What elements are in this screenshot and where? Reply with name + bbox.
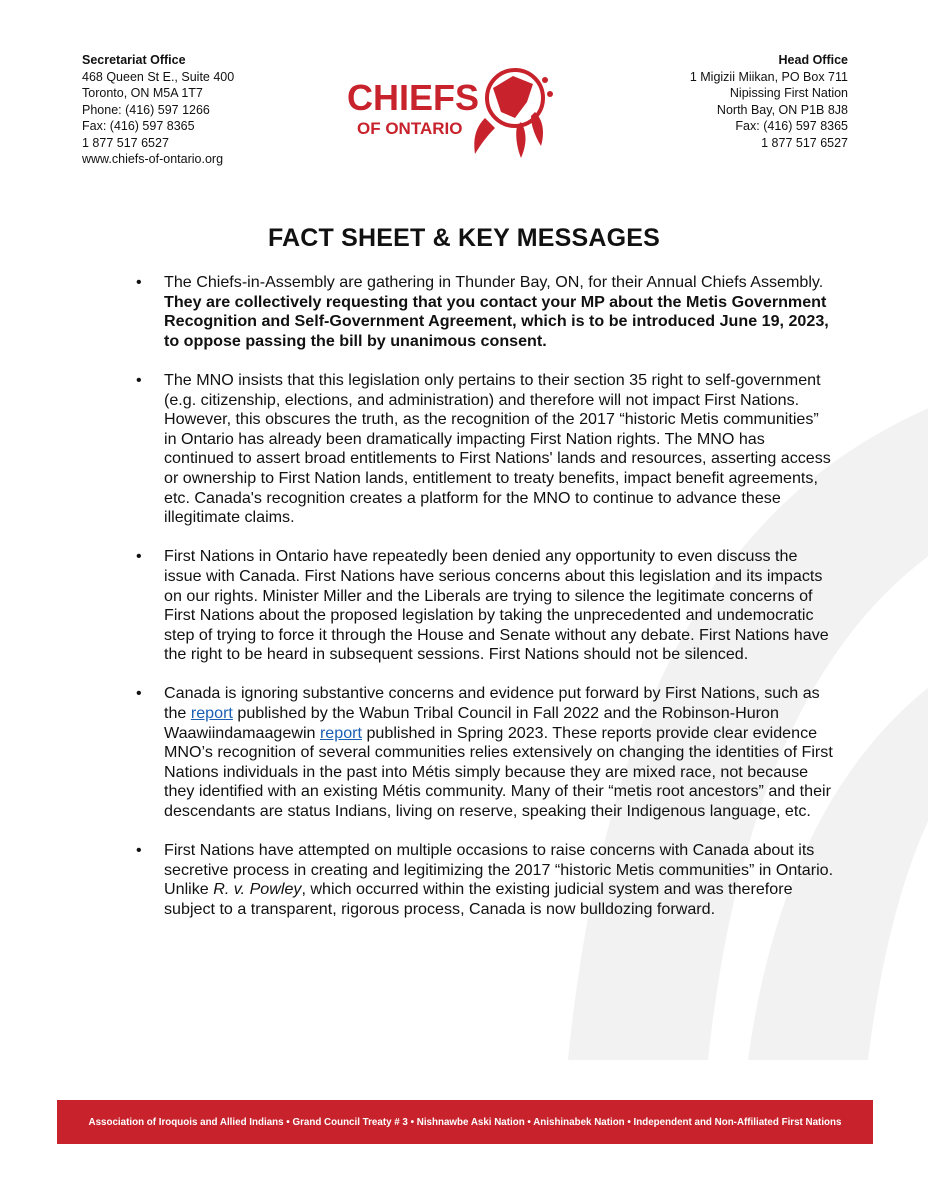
logo-ontario-map-icon [493,76,533,118]
bullet-icon: • [136,547,142,566]
bullet-text: , which occurred within the existing judicial system and was therefore subject to a transparent, rigorous process, Canada is now bulldozing forward. [164,880,793,918]
page-title: FACT SHEET & KEY MESSAGES [267,224,661,252]
bullet-icon: • [136,273,142,291]
logo-text-of-ontario: OF ONTARIO [357,119,463,138]
logo-profile-icon [474,118,495,154]
toll-free-line: 1 877 517 6527 [82,135,169,150]
address-line: Toronto, ON M5A 1T7 [82,86,203,100]
list-item [134,273,834,351]
bullet-text: First Nations in Ontario have repeatedly been denied any opportunity to even discuss the issue with Canada. First Nations have serious concerns about this legislation and its impacts on our rights. Minister Miller and the Liberals are trying to silence the legitimate concerns of First Nations about the proposed legislation by taking the unprecedented and undemocratic step of trying to force it through the House and Senate without any debate. First Nations have the right to be heard in subsequent sessions. First Nations should not be silenced. [164,547,829,664]
logo-text-chiefs: CHIEFS [347,77,480,118]
logo-feather-icon [531,112,543,146]
website-line: www.chiefs-of-ontario.org [82,152,224,166]
key-messages-list [134,273,834,939]
fax-line: Fax: (416) 597 8365 [82,119,195,133]
head-office-heading: Head Office [778,53,848,67]
logo-dot-icon [542,77,548,83]
address-line: 1 Migizii Miikan, PO Box 711 [689,69,848,84]
head-office-address [690,52,848,151]
chiefs-of-ontario-logo [345,58,555,162]
bullet-text: published by the Wabun Tribal Council in Fall 2022 and the Robinson-Huron Waawiindamaagewin [164,704,779,742]
bullet-text: The MNO insists that this legislation only pertains to their section 35 right to self-government (e.g. citizenship, elections, and administration) and therefore will not impact First Nations. However, this obscures the truth, as the recognition of the 2017 “historic Metis communities” in Ontario has already been dramatically impacting First Nation rights. The MNO has continued to assert broad entitlements to First Nations' lands and resources, asserting access or ownership to First Nation lands, entitlement to treaty benefits, impact benefit agreements, etc. Canada's recognition creates a platform for the MNO to continue to advance these illegitimate claims. [164,370,831,527]
list-item [134,547,834,665]
fax-line: Fax: (416) 597 8365 [735,119,848,133]
list-item [134,684,834,821]
footer-text: Association of Iroquois and Allied Indians • Grand Council Treaty # 3 • Nishnawbe Aski Nation • Anishinabek Nation • Independent and Non-Affiliated First Nations [88,1116,842,1128]
bullet-text: First Nations have attempted on multiple occasions to raise concerns with Canada about its secretive process in creating and legitimizing the 2017 “historic Metis communities” in Ontario. Unlike [164,841,834,899]
logo-feather-icon [516,122,525,158]
bullet-icon: • [136,370,142,389]
case-name-italic: R. v. Powley [213,880,302,899]
wabun-report-link[interactable]: report [190,704,233,723]
bullet-text-bold: They are collectively requesting that you contact your MP about the Metis Government Recognition and Self-Government Agreement, which is to be introduced June 19, 2023, to oppose passing the bill by unanimous consent. [164,292,829,350]
logo-dot-icon [547,91,553,97]
bullet-text: Canada is ignoring substantive concerns and evidence put forward by First Nations, such as the [164,684,820,723]
address-line: Nipissing First Nation [729,86,848,100]
toll-free-line: 1 877 517 6527 [761,135,848,150]
bullet-text: published in Spring 2023. These reports provide clear evidence MNO’s recognition of several communities relies extensively on changing the identities of First Nations individuals in the past into Métis simply because they are mixed race, not because they identified with an existing Métis community. Many of their “metis root ancestors” and their descendants are status Indians, living on reserve, speaking their Indigenous language, etc. [164,723,833,821]
robinson-huron-report-link[interactable]: report [319,723,362,742]
footer-member-organizations-bar [57,1100,873,1144]
phone-line: Phone: (416) 597 1266 [82,102,210,117]
address-line: North Bay, ON P1B 8J8 [716,102,848,117]
secretariat-office-heading: Secretariat Office [82,53,186,67]
bullet-icon: • [136,684,142,703]
list-item [134,371,834,528]
bullet-icon: • [136,841,142,860]
bullet-text: The Chiefs-in-Assembly are gathering in Thunder Bay, ON, for their Annual Chiefs Assembly. [164,273,824,291]
secretariat-office-address [82,52,234,168]
address-line: 468 Queen St E., Suite 400 [82,69,235,84]
list-item [134,841,834,919]
